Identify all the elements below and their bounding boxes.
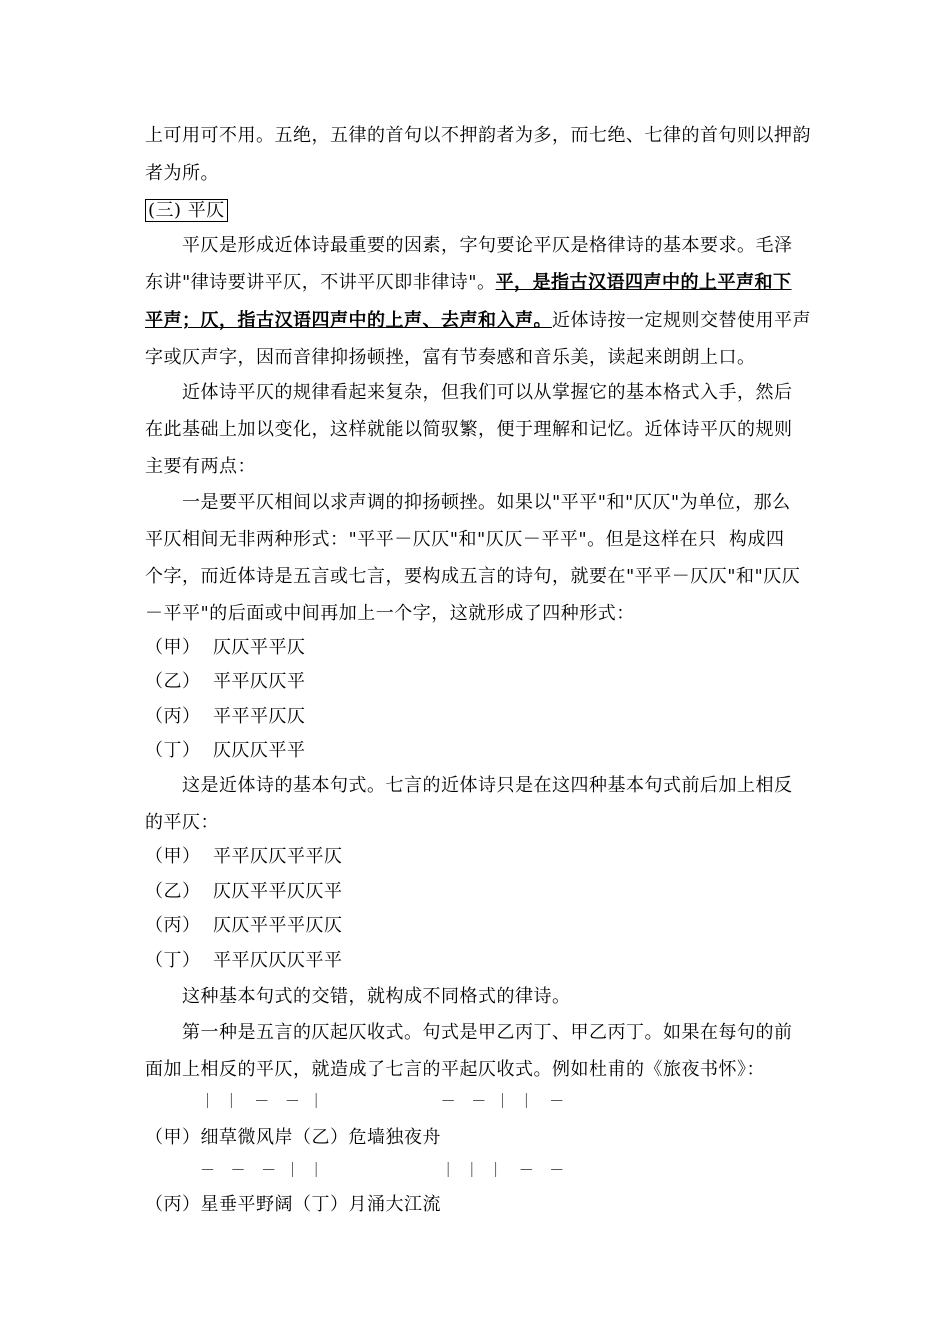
tone-marks-line-2: － － － ｜ ｜ ｜ ｜ ｜ － － [200,1161,567,1179]
para2-line-3: 主要有两点： [145,456,256,477]
seven-char-pattern-jia: （甲） 平平仄仄平平仄 [145,846,343,867]
poem-line-1: （甲）细草微风岸（乙）危墙独夜舟 [145,1127,441,1148]
para1-line-2 [145,271,792,295]
para3-line-4: －平平"的后面或中间再加上一个字，这就形成了四种形式： [145,603,635,624]
five-char-pattern-bing: （丙） 平平平仄仄 [145,706,306,727]
section-title-box: (三) 平仄 [145,199,228,222]
five-char-pattern-yi: （乙） 平平仄仄平 [145,671,306,692]
seven-char-pattern-ding: （丁） 平平仄仄仄平平 [145,950,343,971]
seven-char-pattern-bing: （丙） 仄仄平平平仄仄 [145,915,343,936]
para1-line-2-plain: 东讲"律诗要讲平仄，不讲平仄即非律诗"。 [145,272,496,293]
para1-line-4: 字或仄声字，因而音律抑扬顿挫，富有节奏感和音乐美，读起来朗朗上口。 [145,347,756,368]
section-title [145,199,228,223]
para2-line-2: 在此基础上加以变化，这样就能以简驭繁，便于理解和记忆。近体诗平仄的规则 [145,419,793,440]
para3-line-2: 平仄相间无非两种形式："平平－仄仄"和"仄仄－平平"。但是这样在只 构成四 [145,529,785,550]
seven-char-pattern-yi: （乙） 仄仄平平仄仄平 [145,881,343,902]
poem-line-2: （丙）星垂平野阔（丁）月涌大江流 [145,1194,441,1215]
para2-line-1: 近体诗平仄的规律看起来复杂，但我们可以从掌握它的基本格式入手，然后 [182,382,793,403]
five-char-pattern-ding: （丁） 仄仄仄平平 [145,740,306,761]
para1-line-2-emphasis: 平，是指古汉语四声中的上平声和下 [495,272,792,293]
para1-line-3-plain: 近体诗按一定规则交替使用平声 [552,310,811,331]
para4-line-1: 这是近体诗的基本句式。七言的近体诗只是在这四种基本句式前后加上相反 [182,775,793,796]
intro-line-2: 者为所。 [145,163,219,184]
intro-line-1: 上可用可不用。五绝，五律的首句以不押韵者为多，而七绝、七律的首句则以押韵 [145,125,811,146]
para1-line-3 [145,309,811,333]
para3-line-1: 一是要平仄相间以求声调的抑扬顿挫。如果以"平平"和"仄仄"为单位，那么 [182,492,791,513]
para6-line-2: 面加上相反的平仄，就造成了七言的平起仄收式。例如杜甫的《旅夜书怀》： [145,1059,765,1080]
para6-line-1: 第一种是五言的仄起仄收式。句式是甲乙丙丁、甲乙丙丁。如果在每句的前 [182,1022,793,1043]
para3-line-3: 个字，而近体诗是五言或七言，要构成五言的诗句，就要在"平平－仄仄"和"仄仄 [145,566,801,587]
para5: 这种基本句式的交错，就构成不同格式的律诗。 [182,986,571,1007]
five-char-pattern-jia: （甲） 仄仄平平仄 [145,637,306,658]
para4-line-2: 的平仄： [145,812,219,833]
tone-marks-line-1: ｜ ｜ － － ｜ － － ｜ ｜ － [200,1092,567,1110]
para1-line-1: 平仄是形成近体诗最重要的因素，字句要论平仄是格律诗的基本要求。毛泽 [182,235,793,256]
para1-line-3-emphasis: 平声；仄，指古汉语四声中的上声、去声和入声。 [145,310,552,331]
